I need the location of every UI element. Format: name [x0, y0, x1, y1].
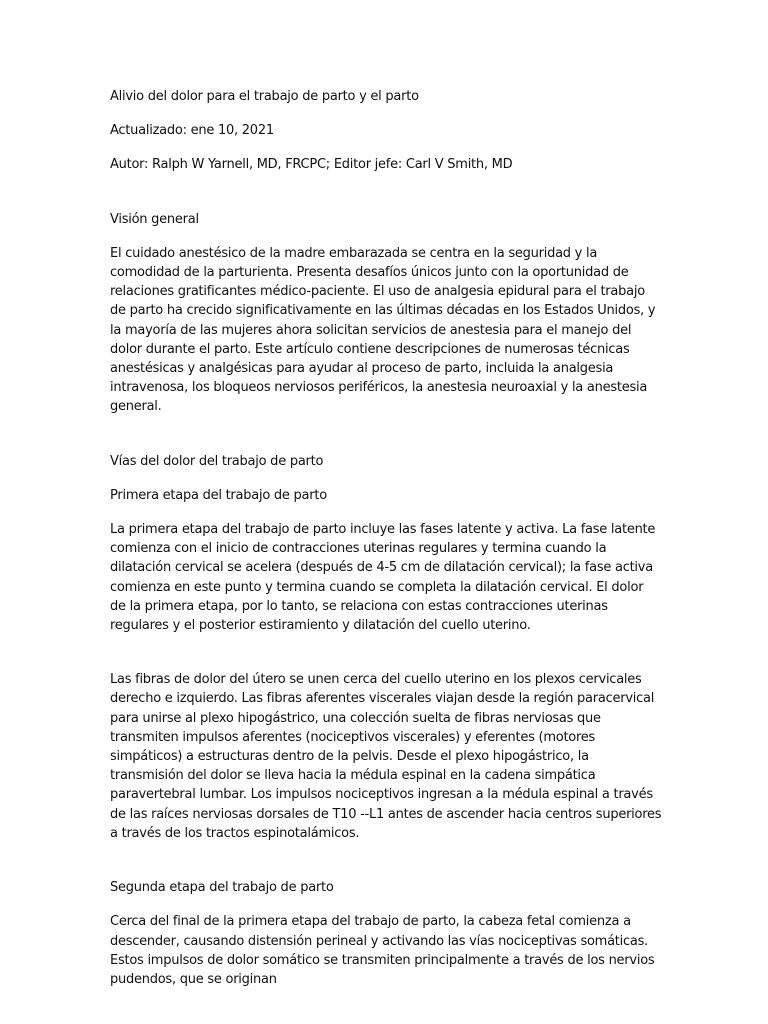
stage2-heading: Segunda etapa del trabajo de parto — [110, 880, 334, 896]
stage1-heading: Primera etapa del trabajo de parto — [110, 487, 327, 503]
document-page — [110, 87, 662, 989]
document-title: Alivio del dolor para el trabajo de parto y el parto — [110, 89, 419, 104]
pathways-heading: Vías del dolor del trabajo de parto — [110, 453, 324, 469]
stage1-paragraph: La primera etapa del trabajo de parto incluye las fases latente y activa. La fase latente comienza con el inicio de contracciones uterinas regulares y termina cuando la dilatación cervical se acelera (después de 4-5 cm de dilatación cervical); la fase activa comienza en este punto y termina cuando se completa la dilatación cervical. El dolor de la primera etapa, por lo tanto, se relaciona con estas contracciones uterinas regulares y el posterior estiramiento y dilatación del cuello uterino. — [110, 522, 656, 634]
author-line: Autor: Ralph W Yarnell, MD, FRCPC; Editor jefe: Carl V Smith, MD — [110, 157, 513, 173]
overview-heading: Visión general — [110, 211, 199, 227]
stage2-paragraph: Cerca del final de la primera etapa del trabajo de parto, la cabeza fetal comienza a descender, causando distensión perineal y activando las vías nociceptivas somáticas. Estos impulsos de dolor somático se transmiten principalmente a través de los nervios pudendos, que se originan — [110, 914, 655, 987]
overview-paragraph: El cuidado anestésico de la madre embarazada se centra en la seguridad y la comodidad de la parturienta. Presenta desafíos únicos junto con la oportunidad de relaciones gratificantes médico-paciente. El uso de analgesia epidural para el trabajo de parto ha crecido significativamente en las últimas décadas en los Estados Unidos, y la mayoría de las mujeres ahora solicitan servicios de anestesia para el manejo del dolor durante el parto. Este artículo contiene descripciones de numerosas técnicas anestésicas y analgésicas para ayudar al proceso de parto, incluida la analgesia intravenosa, los bloqueos nerviosos periféricos, la anestesia neuroaxial y la anestesia general. — [110, 245, 656, 415]
updated-date: Actualizado: ene 10, 2021 — [110, 123, 274, 139]
fibers-paragraph: Las fibras de dolor del útero se unen cerca del cuello uterino en los plexos cervicales derecho e izquierdo. Las fibras aferentes viscerales viajan desde la región paracervical para unirse al plexo hipogástrico, una colección suelta de fibras nerviosas que transmiten impulsos aferentes (nociceptivos viscerales) y eferentes (motores simpáticos) a estructuras dentro de la pelvis. Desde el plexo hipogástrico, la transmisión del dolor se lleva hacia la médula espinal en la cadena simpática paravertebral lumbar. Los impulsos nociceptivos ingresan a la médula espinal a través de las raíces nerviosas dorsales de T10 --L1 antes de ascender hacia centros superiores a través de los tractos espinotalámicos. — [110, 672, 662, 841]
